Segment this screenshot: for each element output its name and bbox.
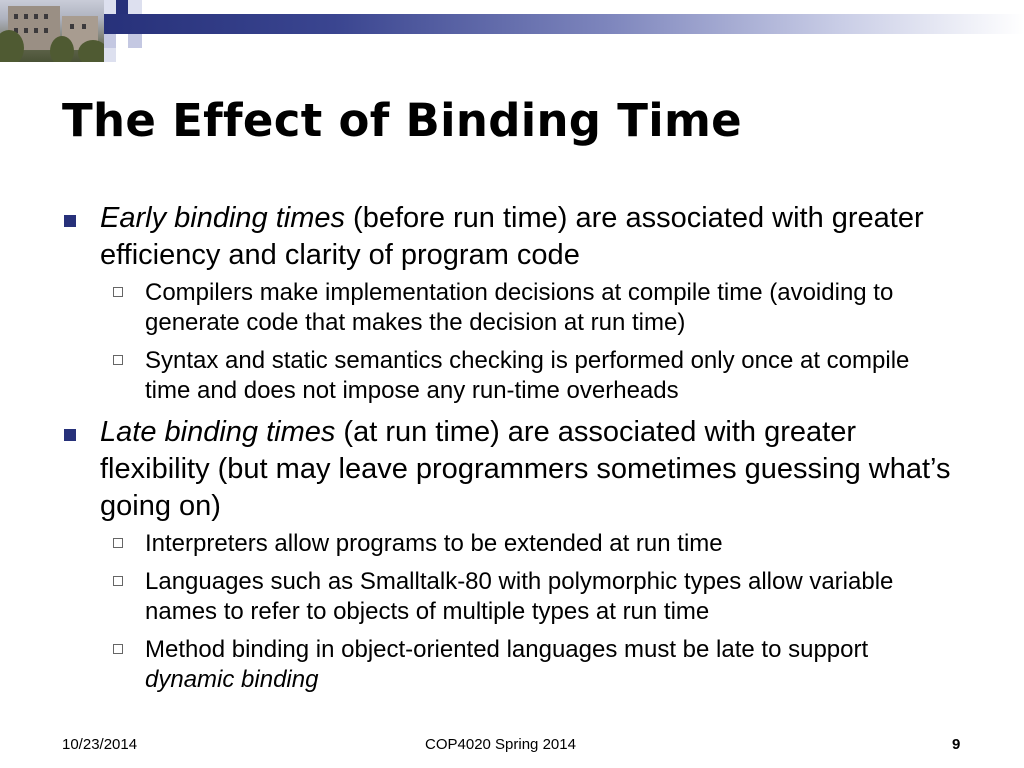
sub-bullet-syntax-checking: [0, 346, 955, 406]
header-decor-square: [116, 34, 128, 48]
hollow-square-bullet-icon: [113, 287, 123, 297]
sub-bullet-smalltalk: [0, 567, 955, 627]
hollow-square-bullet-icon: [113, 576, 123, 586]
bullet-text: (before run time) are associated with greater efficiency and clarity of program code: [100, 202, 924, 271]
slide-number: 9: [952, 736, 961, 753]
bullet-early-binding: [0, 200, 960, 274]
bullet-term: Late binding times: [100, 416, 336, 448]
sub-bullet-text: Interpreters allow programs to be extended at run time: [145, 530, 723, 557]
slide-body: [0, 200, 1024, 703]
slide-title: The Effect of Binding Time: [62, 94, 742, 147]
footer-course: COP4020 Spring 2014: [425, 736, 576, 753]
header-decor-square: [116, 0, 128, 14]
header-gradient-bar: [104, 14, 1024, 34]
sub-bullet-text: Syntax and static semantics checking is performed only once at compile time and does not impose any run-time overheads: [145, 347, 910, 404]
sub-bullet-interpreters: [0, 529, 955, 559]
sub-bullet-method-binding: [0, 635, 955, 695]
header-decor-square: [128, 34, 142, 48]
hollow-square-bullet-icon: [113, 538, 123, 548]
sub-bullet-text: Languages such as Smalltalk-80 with polymorphic types allow variable names to refer to objects of multiple types at run time: [145, 568, 894, 625]
header-decor-square: [104, 48, 116, 62]
filled-square-bullet-icon: [64, 215, 76, 227]
header-decor-square: [104, 34, 116, 48]
sub-bullet-text: Compilers make implementation decisions at compile time (avoiding to generate code that makes the decision at run time): [145, 279, 894, 336]
campus-photo: [0, 0, 104, 62]
header-decor-square: [104, 0, 116, 14]
hollow-square-bullet-icon: [113, 644, 123, 654]
footer-date: 10/23/2014: [62, 736, 138, 753]
sub-bullet-text: Method binding in object-oriented languages must be late to support: [145, 636, 869, 663]
bullet-term: Early binding times: [100, 202, 345, 234]
header-decor-square: [128, 0, 142, 14]
filled-square-bullet-icon: [64, 429, 76, 441]
bullet-text: (at run time) are associated with greater flexibility (but may leave programmers sometimes guessing what’s going on): [100, 416, 951, 522]
sub-bullet-compilers: [0, 278, 955, 338]
sub-bullet-term: dynamic binding: [145, 666, 319, 693]
bullet-late-binding: [0, 414, 960, 525]
hollow-square-bullet-icon: [113, 355, 123, 365]
